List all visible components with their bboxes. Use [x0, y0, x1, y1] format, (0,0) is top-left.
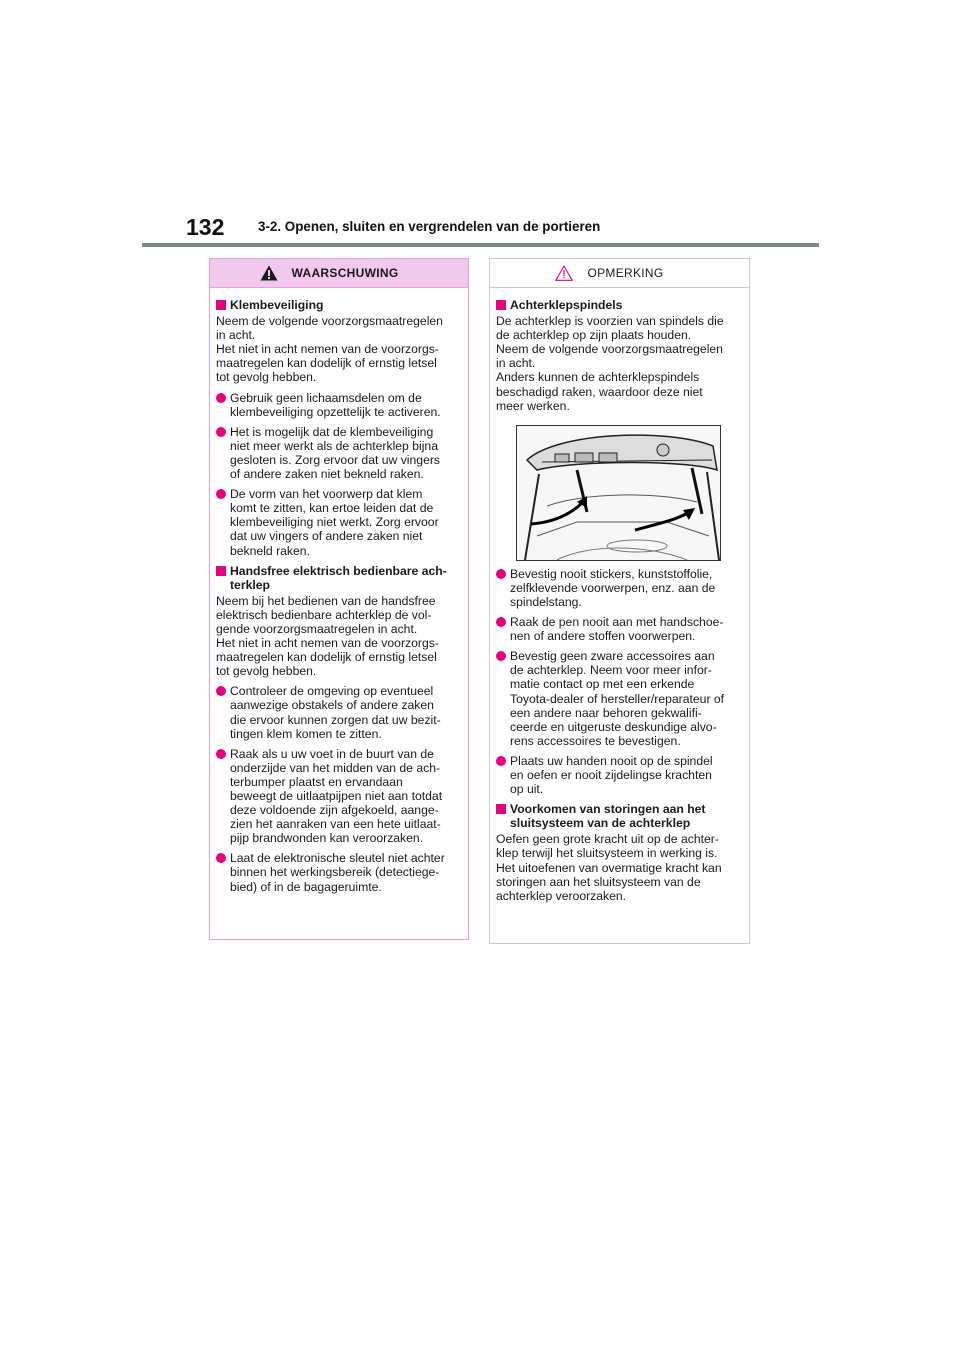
list-item: Raak de pen nooit aan met handschoe- nen of andere stoffen voorwerpen.	[496, 615, 743, 643]
page-number: 132	[186, 214, 225, 240]
section-heading: Handsfree elektrisch bedienbare ach- terklep	[216, 564, 462, 592]
bullet-dot-icon	[496, 756, 506, 766]
square-bullet-icon	[496, 804, 506, 814]
section-heading: Voorkomen van storingen aan het sluitsysteem van de achterklep	[496, 802, 743, 830]
tailgate-struts-illustration	[516, 425, 721, 561]
bullet-dot-icon	[216, 393, 226, 403]
square-bullet-icon	[496, 300, 506, 310]
bullet-dot-icon	[496, 617, 506, 627]
list-item: Controleer de omgeving op eventueel aanwezige obstakels of andere zaken die ervoor kunnen zorgen dat uw bezit- tingen klem komen te zitten.	[216, 684, 462, 740]
square-bullet-icon	[216, 300, 226, 310]
paragraph: Neem bij het bedienen van de handsfree elektrisch bedienbare achterklep de vol- gende voorzorgsmaatregelen in acht. Het niet in acht nemen van de voorzorgs- maatregelen kan dodelijk of ernstig letsel tot gevolg hebben.	[216, 593, 439, 679]
note-header	[490, 259, 749, 288]
paragraph: Neem de volgende voorzorgsmaatregelen in acht. Het niet in acht nemen van de voorzorgs- maatregelen kan dodelijk of ernstig letsel tot gevolg hebben.	[216, 314, 443, 385]
bullet-dot-icon	[216, 427, 226, 437]
note-box	[489, 258, 750, 944]
bullet-dot-icon	[496, 569, 506, 579]
list-item: Plaats uw handen nooit op de spindel en oefen er nooit zijdelingse krachten op uit.	[496, 754, 743, 796]
list-item: Laat de elektronische sleutel niet achter binnen het werkingsbereik (detectiege- bied) of in de bagageruimte.	[216, 851, 462, 893]
bullet-dot-icon	[216, 686, 226, 696]
square-bullet-icon	[216, 566, 226, 576]
warning-title: WAARSCHUWING	[291, 266, 399, 280]
bullet-dot-icon	[216, 853, 226, 863]
list-item: Raak als u uw voet in de buurt van de onderzijde van het midden van de ach- terbumper plaatst en ervandaan beweegt de uitlaatpijpen niet aan totdat deze voldoende zijn afgekoeld, aange- zien het aanraken van een hete uitlaat- pijp brandwonden kan veroorzaken.	[216, 747, 462, 846]
warning-triangle-icon	[260, 265, 278, 281]
list-item: Gebruik geen lichaamsdelen om de klembeveiliging opzettelijk te activeren.	[216, 391, 462, 419]
list-item: Bevestig geen zware accessoires aan de achterklep. Neem voor meer infor- matie contact op met een erkende Toyota-dealer of hersteller/reparateur of een andere naar behoren gekwalifi- ceerde en uitgeruste deskundige alvo- rens accessoires te bevestigen.	[496, 649, 743, 748]
bullet-dot-icon	[216, 489, 226, 499]
list-item: Het is mogelijk dat de klembeveiliging niet meer werkt als de achterklep bijna gesloten is. Zorg ervoor dat uw vingers of andere zaken niet bekneld raken.	[216, 425, 462, 481]
list-item: De vorm van het voorwerp dat klem komt te zitten, kan ertoe leiden dat de klembeveiliging niet werkt. Zorg ervoor dat uw vingers of andere zaken niet bekneld raken.	[216, 487, 462, 557]
header-rule	[142, 243, 819, 247]
paragraph: Oefen geen grote kracht uit op de achter- klep terwijl het sluitsysteem in werking is. Het uitoefenen van overmatige kracht kan storingen aan het sluitsysteem van de achterklep veroorzaken.	[496, 832, 722, 903]
bullet-dot-icon	[496, 651, 506, 661]
paragraph: De achterklep is voorzien van spindels die de achterklep op zijn plaats houden. Neem de volgende voorzorgsmaatregelen in acht. Anders kunnen de achterklepspindels beschadigd raken, waardoor deze niet meer werken.	[496, 314, 724, 413]
note-title: OPMERKING	[587, 266, 664, 280]
section-heading: Klembeveiliging	[216, 298, 462, 312]
caution-triangle-icon	[555, 265, 573, 281]
section-title: 3-2. Openen, sluiten en vergrendelen van de portieren	[258, 219, 601, 234]
section-heading: Achterklepspindels	[496, 298, 743, 312]
bullet-dot-icon	[216, 749, 226, 759]
list-item: Bevestig nooit stickers, kunststoffolie, zelfklevende voorwerpen, enz. aan de spindelstang.	[496, 567, 743, 609]
warning-header	[210, 259, 468, 288]
warning-box	[209, 258, 469, 940]
